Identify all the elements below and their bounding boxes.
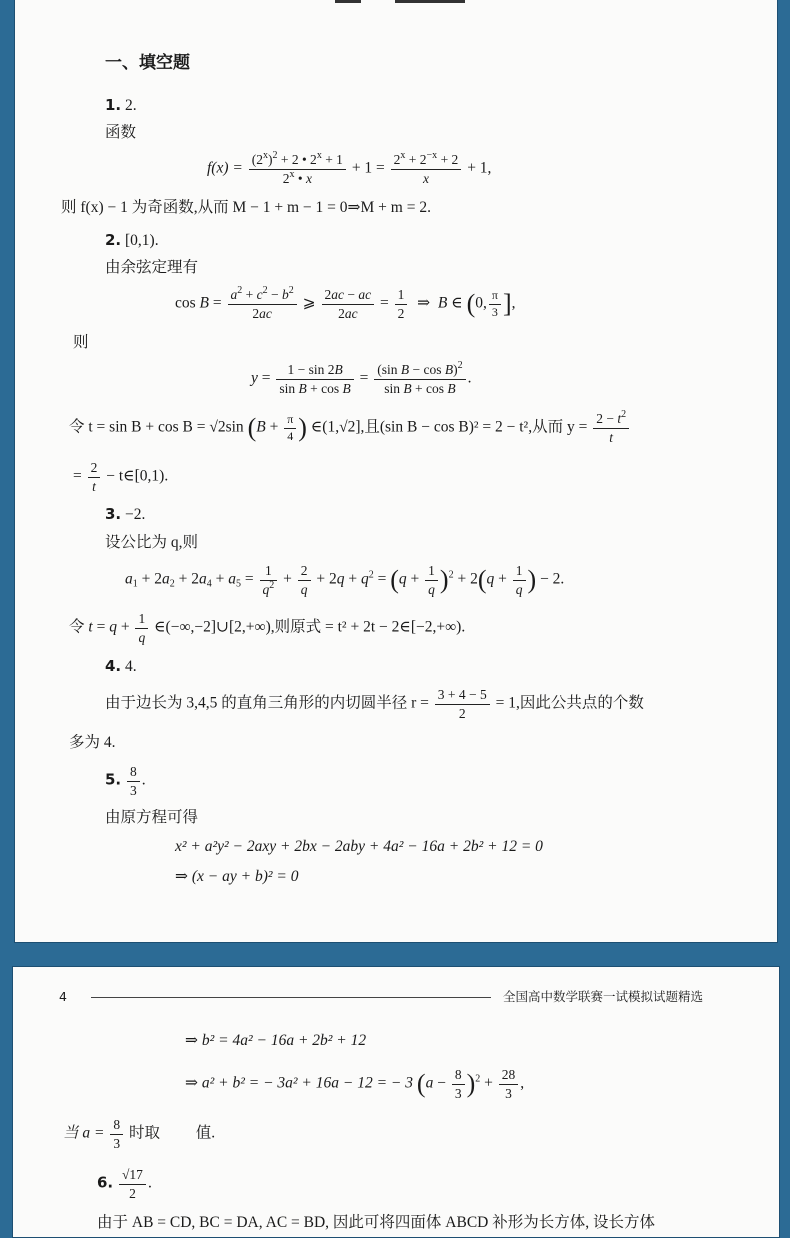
- problem-1-header: 1. 2.: [105, 96, 137, 114]
- problem-1-equation: f(x) = $\frac{(2^x)^2 + 2 • 2^x + 1}{2^x • x}$ + 1 = $\frac{2^x + 2^{-x} + 2}{x}$ + 1,: [207, 150, 492, 186]
- problem-5-header: 5. $\frac{8}{3}$ .: [105, 764, 146, 798]
- header-rule: [91, 997, 491, 998]
- problem-3-substitution: 令 t = q + $\frac{1}{q}$ ∈(−∞,−2]∪[2,+∞),则原式 = t² + 2t − 2∈[−2,+∞).: [69, 611, 466, 645]
- cropped-title-fragment: [395, 0, 465, 3]
- problem-3-intro: 设公比为 q,则: [105, 534, 199, 551]
- running-title: 全国高中数学联赛一试模拟试题精选: [503, 989, 704, 1004]
- cropped-title-fragment: [335, 0, 361, 3]
- problem-2-continuation: = $\frac{2}{t}$ − t∈[0,1).: [73, 460, 169, 494]
- problem-1-intro: 函数: [105, 124, 137, 141]
- problem-5-equation-1: x² + a²y² − 2axy + 2bx − 2aby + 4a² − 16a + 2b² + 12 = 0: [175, 838, 543, 855]
- problem-4-line2: 多为 4.: [69, 734, 116, 751]
- page-number: 4: [59, 989, 67, 1004]
- problem-3-equation: $a_1 + 2a_2 + 2a_4 + a_5$ = $\frac{1}{q^2}$ + $\frac{2}{q}$ + $2q + q^2 = (q$ + $\frac{1}{q}$ )$^2$ + 2(q + $\frac{1}{q}$ ) − 2.: [125, 563, 565, 597]
- problem-4-header: 4. 4.: [105, 657, 137, 675]
- problem-2-substitution: 令 t = sin B + cos B = √2sin (B + $\frac{\pi}{4}$ ) ∈(1,√2],且(sin B − cos B)² = 2 − t²,从而 y = $\frac{2 - t^2}{t}$: [69, 411, 631, 445]
- problem-5-intro: 由原方程可得: [105, 809, 199, 826]
- problem-2-y-equation: y = $\frac{1 - \sin 2B}{\text{sin B + cos B}}$ = $\frac{(\sin B - \cos B)^2}{\text{sin B + cos B}}$ .: [251, 360, 472, 396]
- problem-2-cosine-equation: cos B = $\frac{a^2 + c^2 - b^2}{2ac}$ ⩾ $\frac{2ac - ac}{2ac}$ = $\frac{1}{2}$ ⇒ B ∈ (0, $\frac{\pi}{3}$ ],: [175, 285, 516, 321]
- problem-5-equation-4: ⇒ a² + b² = − 3a² + 16a − 12 = − 3 (a − $\frac{8}{3}$ )$^2$ + $\frac{28}{3}$ ,: [185, 1067, 525, 1101]
- problem-5-equation-3: ⇒ b² = 4a² − 16a + 2b² + 12: [185, 1032, 367, 1049]
- problem-5-conclusion: 当 a = $\frac{8}{3}$ 时取 值.: [63, 1117, 216, 1151]
- problem-6-solution-cropped: 由于 AB = CD, BC = DA, AC = BD, 因此可将四面体 ABCD 补形为长方体, 设长方体: [97, 1214, 656, 1231]
- problem-2-intro: 由余弦定理有: [105, 259, 199, 276]
- problem-2-then: 则: [73, 334, 89, 351]
- problem-3-header: 3. −2.: [105, 505, 146, 523]
- problem-6-header: 6. $\frac{√17}{2}$ .: [97, 1167, 152, 1201]
- problem-5-equation-2: ⇒ (x − ay + b)² = 0: [175, 868, 299, 885]
- problem-1-conclusion: 则 f(x) − 1 为奇函数,从而 M − 1 + m − 1 = 0⇒M + m = 2.: [61, 199, 431, 216]
- document-page-2: [12, 966, 780, 1238]
- problem-2-header: 2. [0,1).: [105, 231, 159, 249]
- section-title: 一、填空题: [105, 53, 190, 73]
- document-page-1: [14, 0, 778, 943]
- problem-4-line1: 由于边长为 3,4,5 的直角三角形的内切圆半径 r = $\frac{3 + 4 - 5}{2}$ = 1,因此公共点的个数: [105, 687, 644, 721]
